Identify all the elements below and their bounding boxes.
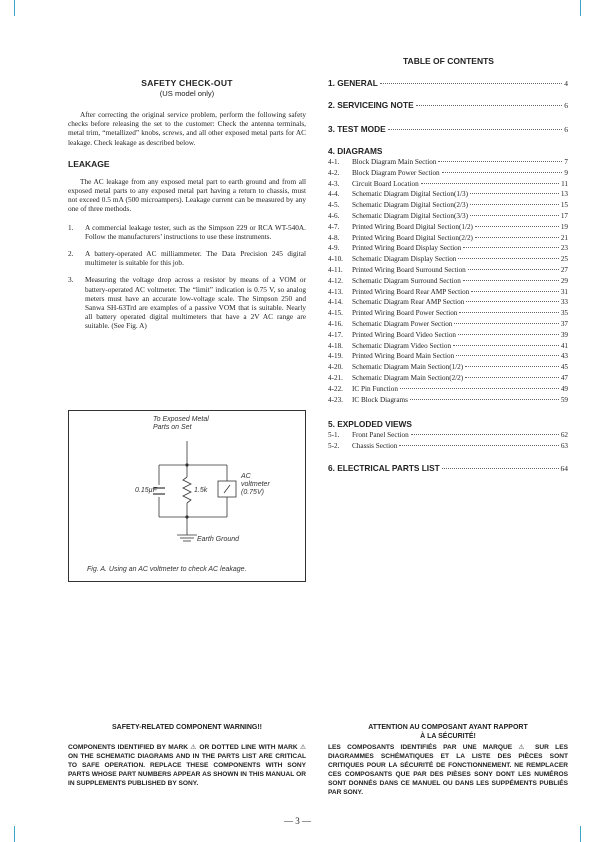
leader-dots	[468, 269, 559, 270]
toc-item[interactable]: 4-22. IC Pin Function 49	[328, 384, 568, 393]
leader-dots	[466, 301, 559, 302]
leader-dots	[442, 172, 563, 173]
toc-section-test-mode[interactable]: 3. TEST MODE 6	[328, 124, 568, 134]
toc-title: TABLE OF CONTENTS	[403, 56, 494, 66]
list-item: 1. A commercial leakage tester, such as the Simpson 229 or RCA WT-540A. Follow the manufacturers’ instructions to use these instruments.	[68, 222, 306, 241]
safety-checkout-section	[68, 78, 306, 339]
toc-item[interactable]: 5-1. Front Panel Section 62	[328, 431, 568, 439]
toc-item[interactable]: 4-2. Block Diagram Power Section 9	[328, 168, 568, 177]
meter-label-3: (0.75V)	[241, 489, 264, 496]
toc-item[interactable]: 5-2. Chassis Section 63	[328, 442, 568, 450]
warning-en-text: COMPONENTS IDENTIFIED BY MARK ⚠ OR DOTTED LINE WITH MARK ⚠ ON THE SCHEMATIC DIAGRAMS AND IN THE PARTS LIST ARE CRITICAL TO SAFE OPERATION. REPLACE THESE COMPONENTS WITH SONY PARTS WHOSE PART NUMBERS APPEAR AS SHOWN IN THIS MANUAL OR IN SUPPLEMENTS PUBLISHED BY SONY.	[68, 744, 306, 787]
crop-mark-bottom-left	[14, 826, 15, 842]
circuit-diagram	[69, 411, 305, 581]
warning-fr-title-2: À LA SÉCURITÉ!	[420, 733, 476, 740]
page-number: — 3 —	[284, 816, 311, 826]
figure-label-top-2: Parts on Set	[153, 424, 192, 431]
toc-item[interactable]: 4-23. IC Block Diagrams 59	[328, 395, 568, 404]
leader-dots	[438, 161, 562, 162]
leader-dots	[388, 129, 563, 130]
leader-dots	[463, 247, 558, 248]
toc-item[interactable]: 4-10. Schematic Diagram Display Section 25	[328, 255, 568, 264]
safety-title: SAFETY CHECK-OUT	[141, 78, 233, 88]
list-item: 2. A battery-operated AC milliammeter. The Data Precision 245 digital multimeter is suitable for this job.	[68, 249, 306, 268]
warning-fr-text: LES COMPOSANTS IDENTIFIÉS PAR UNE MARQUE ⚠ SUR LES DIAGRAMMES SCHÉMATIQUES ET LA LISTE DES PIÈCES SONT CRITIQUES POUR LA SÉCURITÉ DE FONCTIONNEMENT. NE REMPLACER CES COMPOSANTS QUE PAR DES PIÈSES SONY DONT LES NUMÉROS SONT DONNÉS DANS CE MANUEL OU DANS LES SUPPÉMENTS PUBLIÉS PAR SONY.	[328, 744, 568, 796]
leader-dots	[380, 83, 562, 84]
toc-item[interactable]: 4-7. Printed Wiring Board Digital Section(1/2) 19	[328, 222, 568, 231]
toc-item[interactable]: 4-1. Block Diagram Main Section 7	[328, 158, 568, 166]
toc-item[interactable]: 4-5. Schematic Diagram Digital Section(2/3) 15	[328, 201, 568, 210]
toc-item[interactable]: 4-20. Schematic Diagram Main Section(1/2) 45	[328, 363, 568, 372]
toc-item[interactable]: 4-16. Schematic Diagram Power Section 37	[328, 320, 568, 328]
toc-item[interactable]: 4-17. Printed Wiring Board Video Section 39	[328, 330, 568, 339]
toc-section-exploded: 5. EXPLODED VIEWS	[328, 419, 412, 429]
leader-dots	[475, 226, 559, 227]
toc-item[interactable]: 4-3. Circuit Board Location 11	[328, 179, 568, 188]
toc-item[interactable]: 4-14. Schematic Diagram Rear AMP Section 33	[328, 298, 568, 307]
leader-dots	[421, 183, 559, 184]
methods-list	[68, 223, 306, 331]
warning-fr-title-1: ATTENTION AU COMPOSANT AYANT RAPPORT	[368, 724, 528, 731]
leader-dots	[471, 291, 559, 292]
toc-item[interactable]: 4-15. Printed Wiring Board Power Section 35	[328, 309, 568, 318]
leader-dots	[475, 237, 559, 238]
meter-label-1: AC	[241, 473, 251, 480]
leader-dots	[459, 312, 558, 313]
toc-item[interactable]: 4-8. Printed Wiring Board Digital Section(2/2) 21	[328, 233, 568, 242]
crop-mark-top-right	[580, 0, 581, 16]
safety-subtitle: (US model only)	[159, 89, 215, 98]
toc-item[interactable]: 4-9. Printed Wiring Board Display Section 23	[328, 244, 568, 253]
leader-dots	[453, 345, 559, 346]
meter-label-2: voltmeter	[241, 481, 270, 488]
leader-dots	[456, 355, 559, 356]
leader-dots	[470, 204, 559, 205]
list-item: 3. Measuring the voltage drop across a resistor by means of a VOM or battery-operated AC voltmeter. The “limit” indication is 0.75 V, so analog meters must have an accurate low-voltage scale. The Simpson 250 and Sanwa SH-63Trd are examples of a passive VOM that is suitable. Nearly all battery operated digital multimeters that have a 2V AC range are suitable. (See Fig. A)	[68, 275, 306, 331]
leader-dots	[470, 215, 559, 216]
leader-dots	[470, 193, 559, 194]
capacitor-label: 0.15µF	[135, 487, 157, 494]
leader-dots	[465, 377, 559, 378]
leader-dots	[410, 399, 559, 400]
leakage-heading: LEAKAGE	[68, 158, 110, 169]
toc-item[interactable]: 4-19. Printed Wiring Board Main Section 43	[328, 352, 568, 361]
figure-label-top-1: To Exposed Metal	[153, 416, 209, 423]
toc-item[interactable]: 4-4. Schematic Diagram Digital Section(1/3) 13	[328, 190, 568, 199]
toc-section-service-note[interactable]: 2. SERVICEING NOTE 6	[328, 100, 568, 110]
leader-dots	[465, 366, 559, 367]
toc-item[interactable]: 4-12. Schematic Diagram Surround Section 29	[328, 276, 568, 285]
leader-dots	[458, 258, 558, 259]
leader-dots	[416, 105, 563, 106]
toc-item[interactable]: 4-13. Printed Wiring Board Rear AMP Section 31	[328, 287, 568, 296]
leader-dots	[411, 434, 559, 435]
leader-dots	[454, 323, 558, 324]
toc-item[interactable]: 4-18. Schematic Diagram Video Section 41	[328, 341, 568, 350]
leader-dots	[400, 388, 559, 389]
safety-intro: After correcting the original service problem, perform the following safety checks before releasing the set to the customer: Check the antenna terminals, metal trim, “metallized” knobs, screws, and all other exposed metal parts for AC leakage. Check leakage as described below.	[68, 110, 306, 147]
toc-item[interactable]: 4-6. Schematic Diagram Digital Section(3/3) 17	[328, 212, 568, 220]
leader-dots	[458, 334, 559, 335]
crop-mark-bottom-right	[580, 826, 581, 842]
leader-dots	[463, 280, 559, 281]
toc-item[interactable]: 4-11. Printed Wiring Board Surround Section 27	[328, 266, 568, 274]
toc-section-diagrams: 4. DIAGRAMS	[328, 146, 383, 156]
figure-a	[68, 410, 306, 582]
warning-en-title: SAFETY-RELATED COMPONENT WARNING!!	[112, 724, 262, 731]
toc-item[interactable]: 4-21. Schematic Diagram Main Section(2/2) 47	[328, 374, 568, 382]
toc-section-general[interactable]: 1. GENERAL 4	[328, 78, 568, 88]
ground-label: Earth Ground	[197, 536, 240, 543]
leader-dots	[442, 468, 559, 469]
figure-caption: Fig. A. Using an AC voltmeter to check AC leakage.	[87, 566, 247, 573]
leakage-text: The AC leakage from any exposed metal part to earth ground and from all exposed metal parts to any exposed metal part having a return to chassis, must not exceed 0.5 mA (500 microampers). Leakage current can be measured by any one of three methods.	[68, 176, 306, 214]
crop-mark-top-left	[14, 0, 15, 16]
leader-dots	[399, 445, 558, 446]
toc-section-parts-list[interactable]: 6. ELECTRICAL PARTS LIST 64	[328, 463, 568, 473]
resistor-label: 1.5k	[194, 487, 208, 494]
